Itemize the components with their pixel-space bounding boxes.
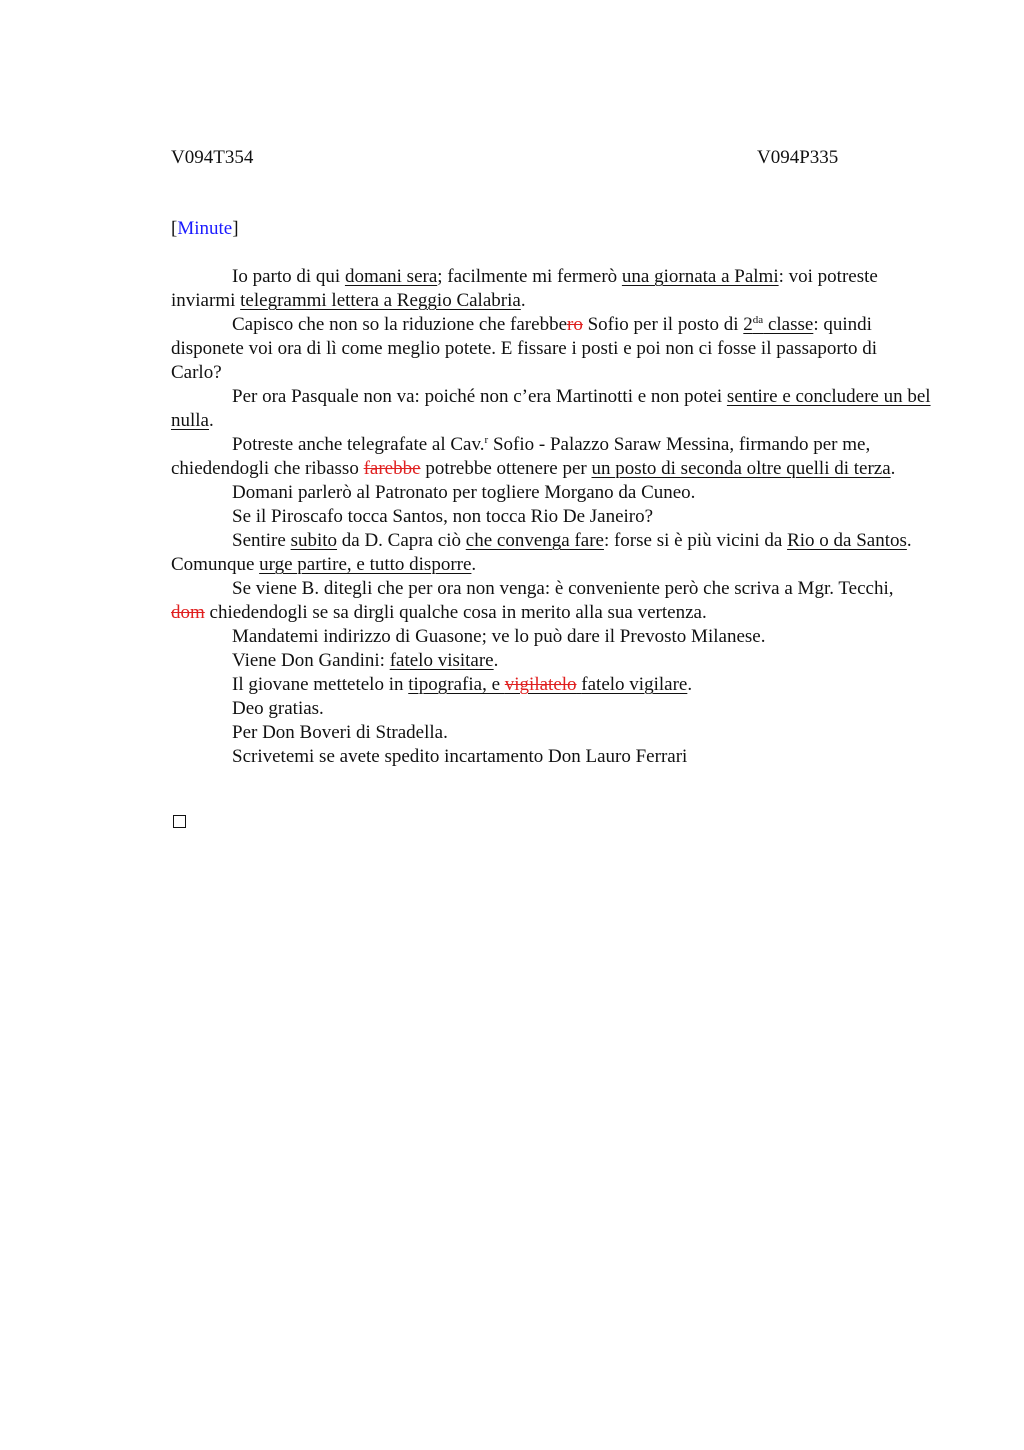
text-run: Io parto di qui — [232, 266, 345, 287]
text-run: potrebbe ottenere per — [420, 458, 592, 479]
document-code-left: V094T354 — [171, 147, 254, 168]
text-run: : forse si è più vicini da — [603, 530, 788, 551]
underlined-text: un posto di seconda oltre quelli di terza — [591, 458, 891, 479]
text-run: tipografia, e — [408, 674, 505, 695]
paragraph-10 — [171, 649, 931, 673]
document-code-right: V094P335 — [757, 147, 839, 168]
paragraph-1 — [171, 265, 931, 313]
deleted-text: farebbe — [363, 458, 421, 479]
class-word: classe — [763, 314, 814, 335]
letter-body — [171, 265, 931, 769]
text-run: da D. Capra ciò — [337, 530, 466, 551]
text-run: ; facilmente mi fermerò — [437, 266, 622, 287]
underlined-text: fatelo visitare — [389, 650, 494, 671]
text-run: . — [687, 674, 693, 695]
text-run: Se viene B. ditegli che per ora non venga: è conveniente però che scriva a Mgr. Tecchi, — [232, 578, 894, 599]
text-run: Sentire — [232, 530, 291, 551]
text-run: . — [520, 290, 526, 311]
text-run: . — [890, 458, 896, 479]
end-marker-square — [173, 815, 186, 828]
paragraph-13: Per Don Boveri di Stradella. — [232, 722, 448, 743]
text-run: . Comunque — [171, 530, 912, 575]
underlined-text: urge partire, e tutto disporre — [259, 554, 472, 575]
text-run: : quindi disponete voi ora di lì come meglio potete. E fissare i posti e poi non ci fosse il passaporto di Carlo? — [171, 314, 878, 383]
underlined-text: subito — [290, 530, 338, 551]
paragraph-11 — [171, 673, 931, 697]
text-run: Per ora Pasquale non va: poiché non c’era Martinotti e non potei — [232, 386, 727, 407]
ordinal-number: 2 — [743, 314, 753, 335]
section-label: Minute — [177, 218, 233, 239]
text-run: : voi potreste inviarmi — [171, 266, 878, 311]
paragraph-6: Se il Piroscafo tocca Santos, non tocca Rio De Janeiro? — [232, 506, 654, 527]
text-run: Il giovane mettetelo in — [232, 674, 409, 695]
superscript: da — [752, 314, 764, 326]
underlined-text: domani sera — [344, 266, 438, 287]
paragraph-4 — [171, 433, 931, 481]
text-run: . — [493, 650, 499, 671]
text-run: Sofio per il posto di — [582, 314, 744, 335]
paragraph-8 — [171, 577, 931, 625]
text-run: Sofio - Palazzo Saraw Messina, firmando per me, chiedendogli che ribasso — [171, 434, 871, 479]
text-run: chiedendogli se sa dirgli qualche cosa in merito alla sua vertenza. — [204, 602, 707, 623]
text-run: Potreste anche telegrafate al Cav. — [232, 434, 485, 455]
deleted-text: ro — [567, 314, 583, 335]
deleted-text: vigilatelo — [504, 674, 577, 695]
paragraph-12: Deo gratias. — [232, 698, 324, 719]
paragraph-14: Scrivetemi se avete spedito incartamento Don Lauro Ferrari — [232, 746, 688, 767]
paragraph-5: Domani parlerò al Patronato per togliere Morgano da Cuneo. — [232, 482, 696, 503]
underlined-text: una giornata a Palmi — [621, 266, 779, 287]
underlined-text — [408, 674, 687, 695]
bracket-open: [ — [171, 218, 178, 239]
paragraph-3 — [171, 385, 931, 433]
bracket-close: ] — [232, 218, 239, 239]
section-heading — [171, 217, 239, 241]
underlined-text — [743, 314, 813, 335]
underlined-text: che convenga fare — [465, 530, 604, 551]
paragraph-7 — [171, 529, 931, 577]
superscript: r — [484, 434, 489, 446]
text-run: Capisco che non so la riduzione che farebbe — [232, 314, 568, 335]
underlined-text: sentire e concludere un bel nulla — [171, 386, 931, 431]
underlined-text: telegrammi lettera a Reggio Calabria — [240, 290, 521, 311]
text-run: . — [471, 554, 477, 575]
paragraph-2 — [171, 313, 931, 385]
paragraph-9: Mandatemi indirizzo di Guasone; ve lo può dare il Prevosto Milanese. — [232, 626, 766, 647]
deleted-text: dom — [171, 602, 205, 623]
text-run: . — [209, 410, 214, 431]
text-run: Viene Don Gandini: — [232, 650, 390, 671]
underlined-text: Rio o da Santos — [787, 530, 907, 551]
text-run: fatelo vigilare — [581, 674, 688, 695]
